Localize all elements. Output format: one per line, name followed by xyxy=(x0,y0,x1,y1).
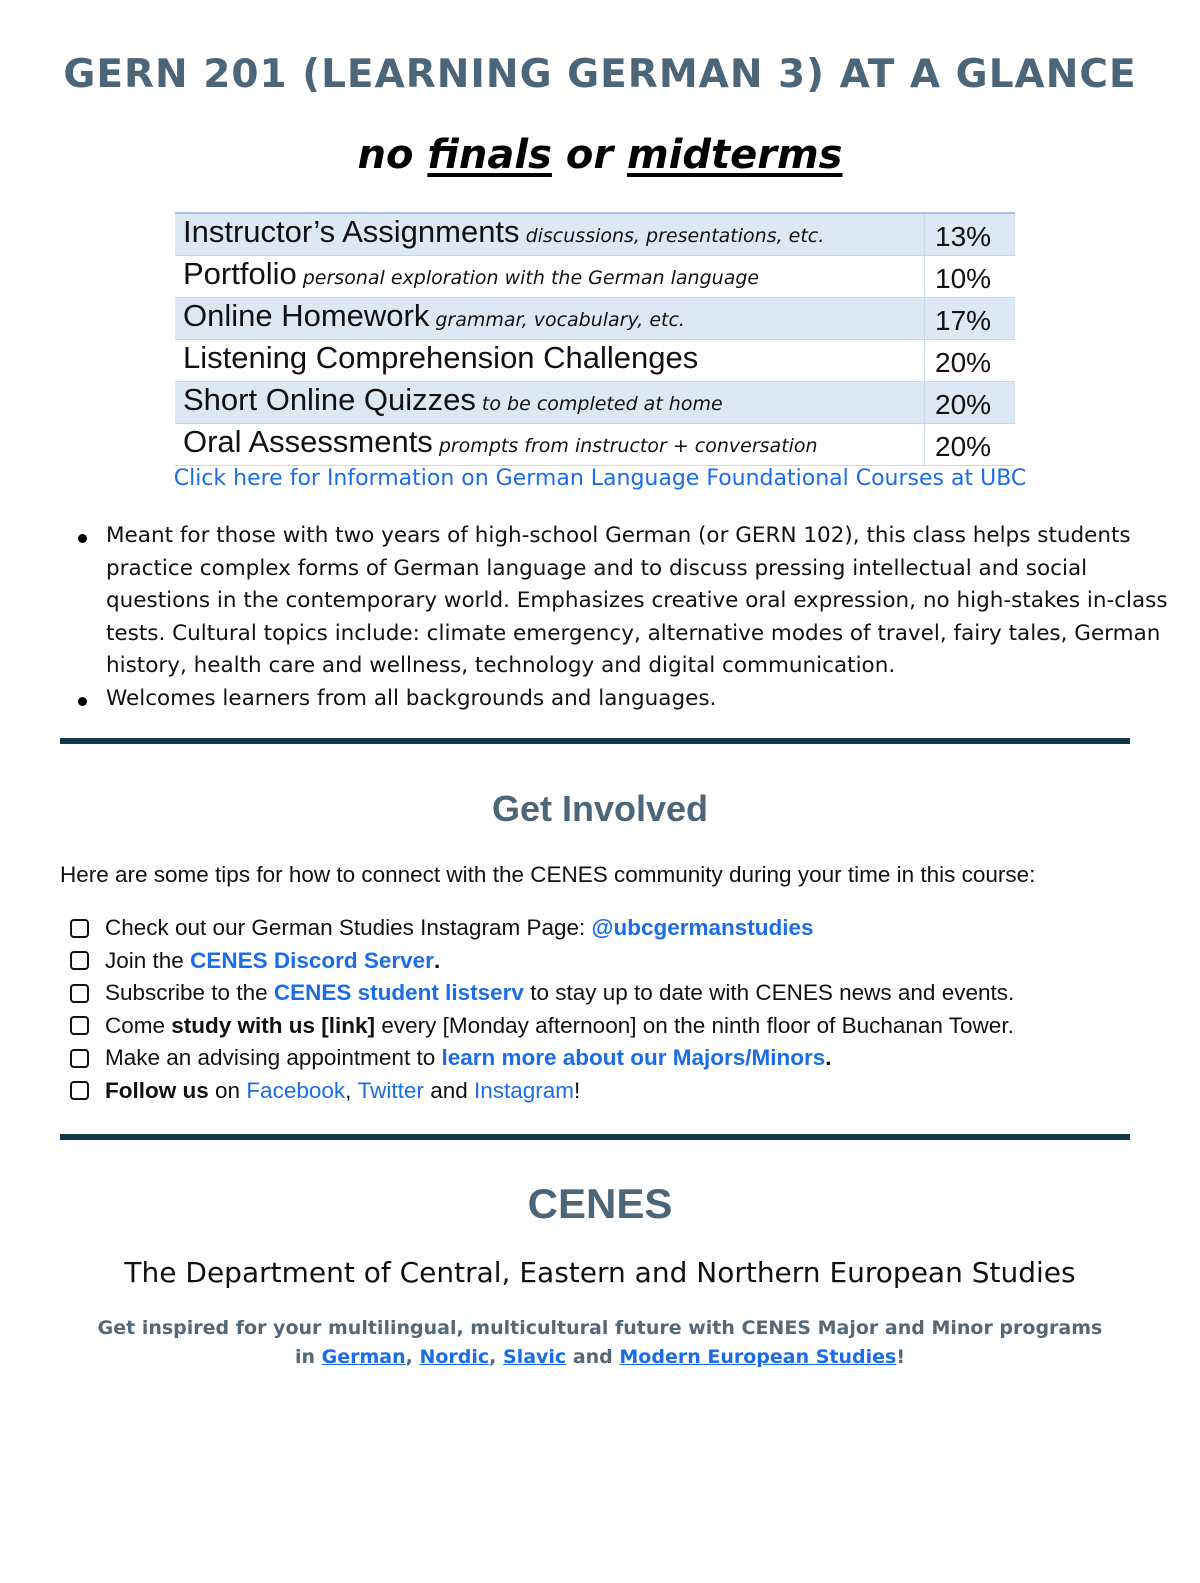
foundational-courses-link[interactable]: Click here for Information on German Language Foundational Courses at UBC xyxy=(173,466,1027,491)
facebook-link[interactable]: Facebook xyxy=(246,1077,346,1103)
checklist-item-study: Come study with us [link] every [Monday afternoon] on the ninth floor of Buchanan Tower. xyxy=(70,1010,1014,1043)
grading-table xyxy=(175,212,1015,466)
instagram-handle-link[interactable]: @ubcgermanstudies xyxy=(591,915,814,940)
checklist-item-follow: Follow us on Facebook , Twitter and Instagram ! xyxy=(70,1075,1014,1108)
grade-category: Listening Comprehension Challenges xyxy=(183,340,699,375)
grade-percent: 20% xyxy=(925,340,1016,382)
get-involved-heading: Get Involved xyxy=(491,788,709,829)
grade-category: Short Online Quizzes xyxy=(183,382,476,417)
study-with-us-link[interactable]: study with us [link] xyxy=(171,1012,376,1038)
page-title: GERN 201 (LEARNING GERMAN 3) AT A GLANCE xyxy=(63,52,1137,97)
grade-category: Instructor’s Assignments xyxy=(183,214,520,249)
grade-percent: 13% xyxy=(925,213,1016,256)
grade-category: Portfolio xyxy=(183,256,297,291)
twitter-link[interactable]: Twitter xyxy=(357,1077,424,1103)
checklist-item-listserv: Subscribe to the CENES student listserv to stay up to date with CENES news and events. xyxy=(70,977,1014,1010)
grade-detail: personal exploration with the German language xyxy=(302,267,760,289)
checkbox[interactable] xyxy=(70,951,89,970)
table-row xyxy=(175,256,1015,298)
checklist-item-advising: Make an advising appointment to learn more about our Majors/Minors . xyxy=(70,1042,1014,1075)
modern-european-studies-link[interactable]: Modern European Studies xyxy=(619,1346,897,1368)
grade-percent: 20% xyxy=(925,424,1016,466)
checkbox[interactable] xyxy=(70,1016,89,1035)
section-divider xyxy=(60,1134,1130,1140)
nordic-program-link[interactable]: Nordic xyxy=(419,1346,490,1368)
grade-category: Oral Assessments xyxy=(183,424,433,459)
involvement-checklist xyxy=(70,912,1014,1107)
table-row xyxy=(175,298,1015,340)
table-row xyxy=(175,213,1015,256)
department-name: The Department of Central, Eastern and Northern European Studies xyxy=(124,1256,1076,1289)
checkbox[interactable] xyxy=(70,1049,89,1068)
grade-detail: grammar, vocabulary, etc. xyxy=(435,309,685,331)
discord-server-link[interactable]: CENES Discord Server xyxy=(190,947,434,973)
course-description-list xyxy=(60,520,1176,715)
list-item: Meant for those with two years of high-school German (or GERN 102), this class helps students practice complex forms of German language and to discuss pressing intellectual and social questions in the contemporary world. Emphasizes creative oral expression, no high-stakes in-class tests. Cultural topics include: climate emergency, alternative modes of travel, fairy tales, German history, health care and wellness, technology and digital communication. xyxy=(106,520,1176,683)
instagram-link[interactable]: Instagram xyxy=(474,1077,575,1103)
table-row xyxy=(175,340,1015,382)
programs-blurb: Get inspired for your multilingual, multicultural future with CENES Major and Minor programs in German, Nordic, Slavic and Modern European Studies! xyxy=(97,1317,1103,1368)
checkbox[interactable] xyxy=(70,984,89,1003)
grade-percent: 17% xyxy=(925,298,1016,340)
checklist-item-instagram: Check out our German Studies Instagram Page: @ubcgermanstudies xyxy=(70,912,1014,945)
grade-detail: to be completed at home xyxy=(481,393,723,415)
checkbox[interactable] xyxy=(70,919,89,938)
grade-detail: prompts from instructor + conversation xyxy=(438,435,818,457)
grade-detail: discussions, presentations, etc. xyxy=(525,225,825,247)
slavic-program-link[interactable]: Slavic xyxy=(503,1346,567,1368)
grade-percent: 20% xyxy=(925,382,1016,424)
majors-minors-link[interactable]: learn more about our Majors/Minors xyxy=(441,1045,826,1070)
table-row xyxy=(175,424,1015,466)
student-listserv-link[interactable]: CENES student listserv xyxy=(273,980,524,1005)
no-exams-subtitle: no finals or midterms xyxy=(357,132,843,178)
grade-percent: 10% xyxy=(925,256,1016,298)
list-item: Welcomes learners from all backgrounds and languages. xyxy=(106,683,1176,716)
section-divider xyxy=(60,738,1130,744)
cenes-heading: CENES xyxy=(527,1180,673,1227)
checklist-item-discord: Join the CENES Discord Server . xyxy=(70,945,1014,978)
german-program-link[interactable]: German xyxy=(321,1346,406,1368)
grade-category: Online Homework xyxy=(183,298,430,333)
table-row xyxy=(175,382,1015,424)
get-involved-intro: Here are some tips for how to connect with the CENES community during your time in this course: xyxy=(60,862,1036,887)
checkbox[interactable] xyxy=(70,1081,89,1100)
